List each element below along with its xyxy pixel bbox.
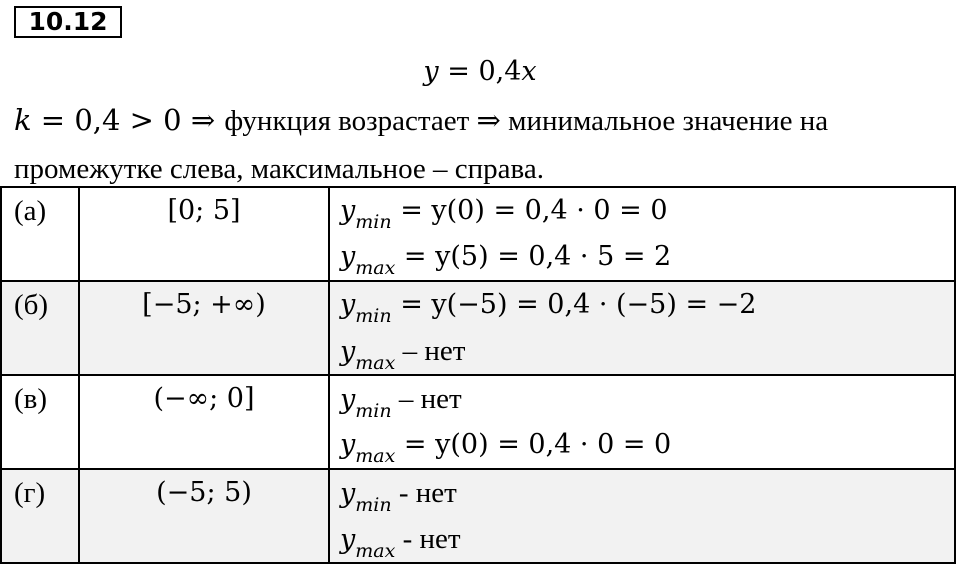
max-expression: = y(0) = 0,4 · 0 = 0 [395,429,672,460]
y-symbol: y [340,524,356,555]
row-label: (а) [1,187,79,281]
max-subscript: max [355,257,396,279]
min-subscript: min [355,400,392,422]
y-symbol: y [340,478,356,509]
explanation-text [14,96,944,193]
min-expression: = y(−5) = 0,4 · (−5) = −2 [391,289,757,320]
min-value-line [340,470,954,516]
max-expression: - нет [395,523,461,555]
interval-cell: (−∞; 0] [79,375,329,469]
row-label: (в) [1,375,79,469]
formula-var: x [521,56,537,87]
min-value-line [340,188,954,234]
y-symbol: y [340,429,356,460]
formula-lhs: y [423,56,439,87]
table-row [1,469,955,563]
min-expression: – нет [391,383,462,415]
solution-table [0,186,956,564]
max-subscript: max [355,445,396,467]
max-subscript: max [355,540,396,562]
min-value-line [340,282,954,328]
explanation-words: функция возрастает ⇒ минимальное значение на промежутке слева, максимальное – справа. [14,105,829,185]
formula-rhs: = 0,4 [447,56,522,87]
interval-cell: [0; 5] [79,187,329,281]
min-subscript: min [355,305,392,327]
max-value-line [340,422,954,468]
explanation-math: = 0,4 > 0 ⇒ [31,103,225,137]
interval-cell: [−5; +∞) [79,281,329,375]
min-expression: - нет [391,477,457,509]
table-row [1,375,955,469]
y-symbol: y [340,241,356,272]
y-symbol: y [340,289,356,320]
max-value-line [340,234,954,280]
max-value-line [340,328,954,374]
min-expression: = y(0) = 0,4 · 0 = 0 [391,195,668,226]
row-label: (б) [1,281,79,375]
table-row [1,281,955,375]
result-cell [329,469,955,563]
max-value-line [340,516,954,562]
y-symbol: y [340,384,356,415]
result-cell [329,187,955,281]
interval-cell: (−5; 5) [79,469,329,563]
y-symbol: y [340,336,356,367]
problem-number: 10.12 [14,6,122,38]
explanation-k: k [14,103,32,137]
min-value-line [340,376,954,422]
min-subscript: min [355,211,392,233]
row-label: (г) [1,469,79,563]
max-expression: = y(5) = 0,4 · 5 = 2 [395,241,672,272]
function-formula [0,54,960,90]
table-row [1,187,955,281]
max-expression: – нет [395,335,466,367]
min-subscript: min [355,494,392,516]
result-cell [329,375,955,469]
result-cell [329,281,955,375]
max-subscript: max [355,352,396,374]
y-symbol: y [340,195,356,226]
